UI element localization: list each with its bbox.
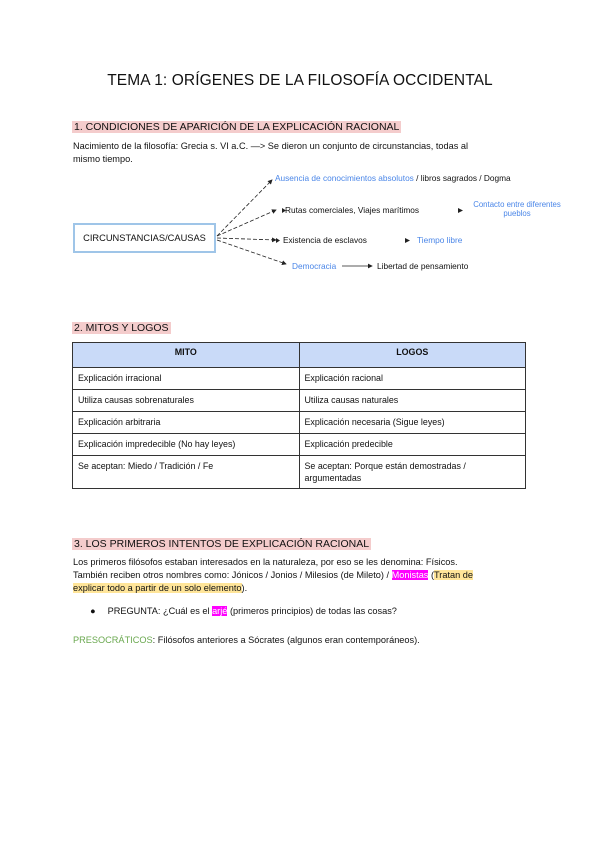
- arrow-2: [217, 210, 276, 236]
- bullet-arrow-1: [458, 208, 463, 213]
- header-logos: LOGOS: [299, 343, 526, 368]
- table-row: [73, 390, 526, 412]
- page-title: TEMA 1: ORÍGENES DE LA FILOSOFÍA OCCIDENTAL: [107, 72, 493, 89]
- node-2b: Contacto entre diferentes pueblos: [473, 200, 561, 218]
- cell: Explicación irracional: [73, 368, 300, 390]
- node-3b: Tiempo libre: [417, 235, 463, 245]
- question-bullet: ● PREGUNTA: ¿Cuál es el arjé (primeros principios) de todas las cosas?: [90, 606, 397, 616]
- node-4: Democracia: [292, 261, 337, 271]
- table-row: [73, 434, 526, 456]
- cell: Utiliza causas sobrenaturales: [73, 390, 300, 412]
- section2-heading: 2. MITOS Y LOGOS: [74, 322, 169, 334]
- table-row: [73, 456, 526, 489]
- bullet-arrow-2: [405, 238, 410, 243]
- monistas-highlight: Monistas: [391, 570, 429, 580]
- section1-heading: 1. CONDICIONES DE APARICIÓN DE LA EXPLICACIÓN RACIONAL: [74, 121, 400, 133]
- node-3: Existencia de esclavos: [283, 235, 367, 245]
- mito-logos-table: [72, 342, 526, 489]
- node-2: Rutas comerciales, Viajes marítimos: [285, 205, 420, 215]
- cell: Utiliza causas naturales: [299, 390, 526, 412]
- cell: Explicación impredecible (No hay leyes): [73, 434, 300, 456]
- arje-highlight: arjé: [212, 606, 228, 616]
- table-row: [73, 368, 526, 390]
- cell: Explicación necesaria (Sigue leyes): [299, 412, 526, 434]
- arrow-4: [217, 240, 286, 264]
- diagram-center-box: CIRCUNSTANCIAS/CAUSAS: [73, 223, 216, 253]
- arrow-3: [217, 238, 276, 240]
- node-4b: Libertad de pensamiento: [377, 261, 469, 271]
- cell: Explicación racional: [299, 368, 526, 390]
- arrow-1: [217, 180, 272, 236]
- bullet-dot: ●: [90, 606, 96, 616]
- presocraticos-line: PRESOCRÁTICOS: Filósofos anteriores a Sócrates (algunos eran contemporáneos).: [73, 635, 420, 645]
- cell: Explicación arbitraria: [73, 412, 300, 434]
- birth-paragraph: Nacimiento de la filosofía: Grecia s. VI a.C. —> Se dieron un conjunto de circunstancias, todas al mismo tiempo.: [73, 141, 469, 164]
- cell: Explicación predecible: [299, 434, 526, 456]
- section3-heading: 3. LOS PRIMEROS INTENTOS DE EXPLICACIÓN RACIONAL: [74, 538, 370, 550]
- bullet-arrow-4: [276, 238, 280, 243]
- table-row: [73, 412, 526, 434]
- cell: Se aceptan: Miedo / Tradición / Fe: [73, 456, 300, 489]
- node-1: Ausencia de conocimientos absolutos / libros sagrados / Dogma: [275, 173, 511, 183]
- physics-paragraph: Los primeros filósofos estaban interesados en la naturaleza, por eso se les denomina: Físicos. También reciben otros nombres como: Jónicos / Jonios / Milesios (de Mileto) / Monistas (Tratan de explicar todo a partir de un solo elemento).: [73, 557, 474, 593]
- header-mito: MITO: [73, 343, 300, 368]
- cell: Se aceptan: Porque están demostradas / argumentadas: [299, 456, 526, 489]
